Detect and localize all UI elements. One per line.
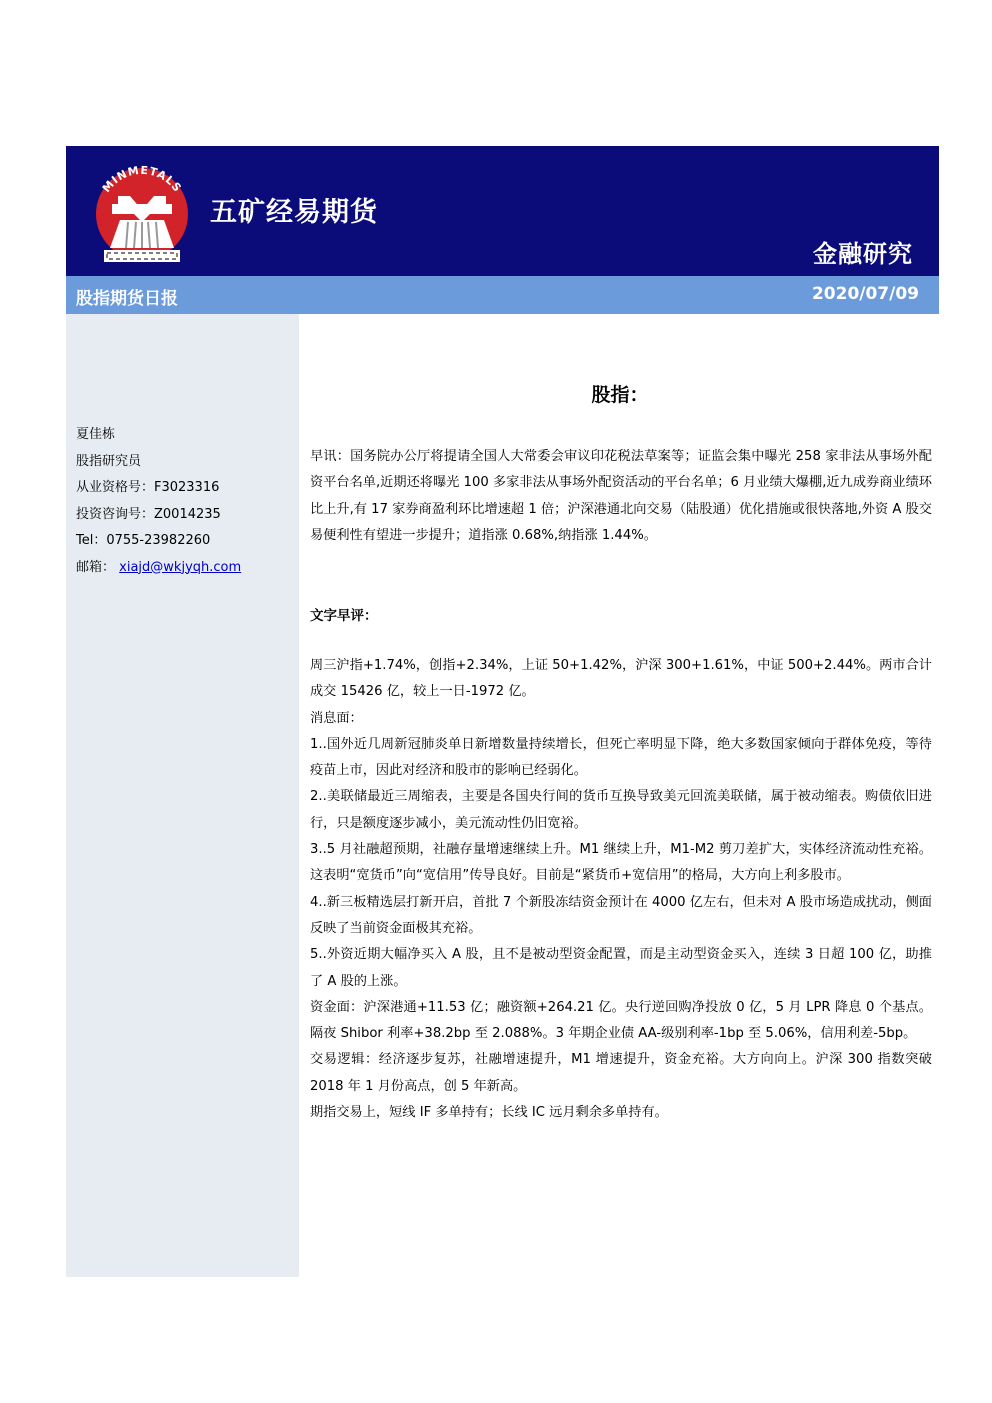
report-subheader xyxy=(66,276,939,314)
svg-text:MINMETALS: MINMETALS xyxy=(99,163,185,195)
report-header xyxy=(66,146,939,276)
morning-news-text: 早讯：国务院办公厅将提请全国人大常委会审议印花税法草案等；证监会集中曝光 258 家非法从事场外配资平台名单,近期还将曝光 100 多家非法从事场外配资活动的平台名单；6 月业绩大爆棚,近九成券商业绩环比上升,有 17 家券商盈利环比增速超 1 倍；沪深港通北向交易（陆股通）优化措施或很快落地,外资 A 股交易便利性有望进一步提升；道指涨 0.68%,纳指涨 1.44%。 xyxy=(310,449,932,543)
department-name: 金融研究 xyxy=(813,240,913,268)
paragraph: 资金面：沪深港通+11.53 亿；融资额+264.21 亿。央行逆回购净投放 0 亿，5 月 LPR 降息 0 个基点。隔夜 Shibor 利率+38.2bp 至 2.088%。3 年期企业债 AA-级别利率-1bp 至 5.06%，信用利差-5bp。 xyxy=(310,999,932,1042)
author-license: 从业资格号：F3023316 xyxy=(76,480,220,495)
paragraph: 消息面： xyxy=(310,710,363,726)
paragraph: 2..美联储最近三周缩表，主要是各国央行间的货币互换导致美元回流美联储，属于被动缩表。购债依旧进行，只是额度逐步减小，美元流动性仍旧宽裕。 xyxy=(310,789,932,831)
author-sidebar xyxy=(66,314,299,1277)
section-title: 股指： xyxy=(591,384,649,406)
email-label: 邮箱： xyxy=(76,559,116,575)
paragraph: 周三沪指+1.74%，创指+2.34%，上证 50+1.42%，沪深 300+1.61%，中证 500+2.44%。两市合计成交 15426 亿，较上一日-1972 亿。 xyxy=(310,658,932,700)
author-tel: Tel：0755-23982260 xyxy=(76,533,211,548)
paragraph: 5..外资近期大幅净买入 A 股，且不是被动型资金配置，而是主动型资金买入，连续 3 日超 100 亿，助推了 A 股的上涨。 xyxy=(310,947,932,989)
author-email-row xyxy=(76,555,241,582)
paragraph: 期指交易上，短线 IF 多单持有；长线 IC 远月剩余多单持有。 xyxy=(310,1105,668,1121)
paragraph: 3..5 月社融超预期，社融存量增速继续上升。M1 继续上升，M1-M2 剪刀差扩大，实体经济流动性充裕。这表明“宽货币”向“宽信用”传导良好。目前是“紧货币+宽信用”的格局，大方向上利多股市。 xyxy=(310,842,932,884)
report-date: 2020/07/09 xyxy=(811,284,919,304)
paragraph: 交易逻辑：经济逐步复苏，社融增速提升，M1 增速提升，资金充裕。大方向向上。沪深 300 指数突破 2018 年 1 月份高点，创 5 年新高。 xyxy=(310,1052,932,1094)
author-name: 夏佳栋 xyxy=(76,427,116,442)
commentary-heading: 文字早评： xyxy=(310,608,378,624)
morning-news xyxy=(310,444,932,549)
paragraph: 4..新三板精选层打新开启，首批 7 个新股冻结资金预计在 4000 亿左右，但未对 A 股市场造成扰动，侧面反映了当前资金面极其充裕。 xyxy=(310,894,932,936)
email-link[interactable]: xiajd@wkjyqh.com xyxy=(119,559,242,575)
report-title: 股指期货日报 xyxy=(76,289,178,309)
minmetals-logo xyxy=(90,156,194,268)
author-role: 股指研究员 xyxy=(76,453,142,469)
author-info xyxy=(76,422,241,581)
author-advisory: 投资咨询号：Z0014235 xyxy=(76,506,221,522)
commentary-body xyxy=(310,653,932,1126)
paragraph: 1..国外近几周新冠肺炎单日新增数量持续增长，但死亡率明显下降，绝大多数国家倾向于群体免疫，等待疫苗上市，因此对经济和股市的影响已经弱化。 xyxy=(310,736,932,779)
company-name: 五矿经易期货 xyxy=(210,197,378,228)
